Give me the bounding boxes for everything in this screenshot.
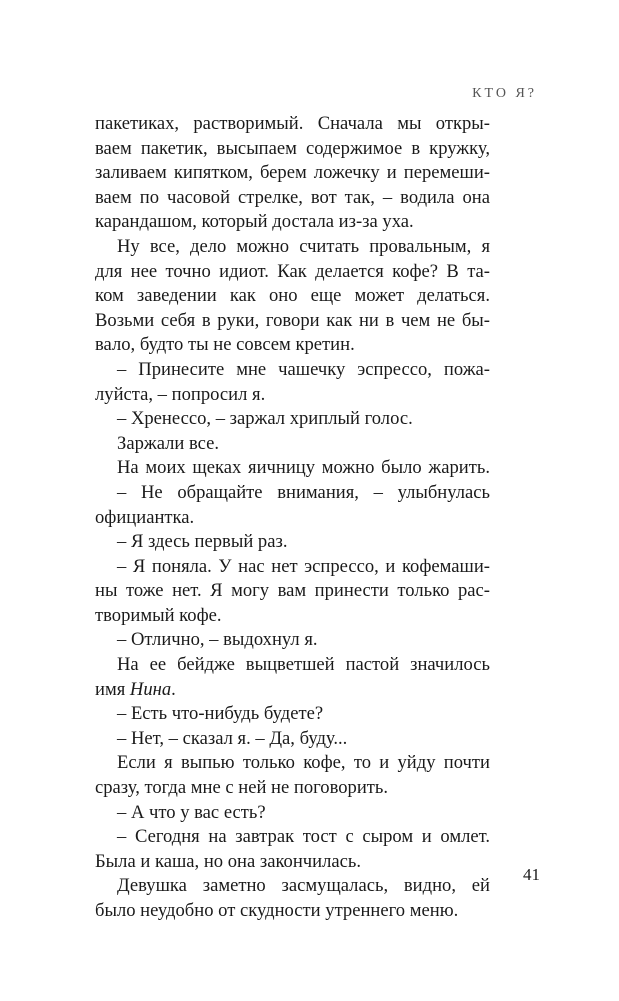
text-line: – Нет, – сказал я. – Да, буду... — [117, 727, 348, 749]
text-line: пакетиках, растворимый. Сначала мы откры- — [95, 113, 490, 134]
text-line: – Отлично, – выдохнул я. — [117, 629, 318, 651]
text-line: ваем по часовой стрелке, вот так, – водила она — [95, 186, 490, 208]
text-line: – Я поняла. У нас нет эспрессо, и кофемаши- — [117, 555, 490, 577]
text-line — [95, 678, 490, 703]
text-line: – Есть что-нибудь будете? — [117, 703, 324, 725]
running-header: КТО Я? — [472, 86, 537, 101]
text-fragment: . — [171, 678, 176, 700]
text-line: Заржали все. — [117, 432, 220, 454]
text-line: карандашом, который достала из-за уха. — [95, 211, 414, 233]
text-line: На ее бейдже выцветшей пастой значилось — [117, 654, 490, 676]
name-italic: Нина — [129, 678, 172, 700]
body-text — [95, 112, 490, 924]
text-line: На моих щеках яичницу можно было жарить. — [117, 457, 490, 479]
text-line: – Сегодня на завтрак тост с сыром и омлет. — [117, 826, 490, 848]
text-line: Была и каша, но она закончилась. — [95, 850, 362, 872]
text-line: вало, будто ты не совсем кретин. — [95, 334, 355, 356]
text-line: творимый кофе. — [95, 604, 222, 626]
text-line: луйста, – попросил я. — [95, 383, 266, 405]
text-line: – А что у вас есть? — [117, 801, 266, 823]
text-line: ком заведении как оно еще может делаться. — [95, 285, 490, 307]
text-line: Если я выпью только кофе, то и уйду почти — [117, 752, 490, 774]
text-line: сразу, тогда мне с ней не поговорить. — [95, 777, 389, 799]
text-line: заливаем кипятком, берем ложечку и перемеши- — [95, 162, 490, 184]
text-line: – Я здесь первый раз. — [117, 531, 288, 553]
text-line: – Хренессо, – заржал хриплый голос. — [117, 408, 413, 430]
text-line: ваем пакетик, высыпаем содержимое в кружку, — [95, 137, 490, 159]
text-line: ны тоже нет. Я могу вам принести только рас- — [95, 580, 490, 602]
text-line: – Не обращайте внимания, – улыбнулась — [117, 481, 490, 503]
text-line: официантка. — [95, 506, 195, 528]
text-line: для нее точно идиот. Как делается кофе? В та- — [95, 260, 490, 282]
text-line: – Принесите мне чашечку эспрессо, пожа- — [117, 358, 490, 380]
text-fragment: имя — [95, 678, 130, 700]
text-line: Возьми себя в руки, говори как ни в чем не бы- — [95, 309, 490, 331]
text-line: было неудобно от скудности утреннего меню. — [95, 900, 459, 921]
text-line: Девушка заметно засмущалась, видно, ей — [117, 875, 490, 897]
page-number: 41 — [523, 865, 540, 884]
text-line: Ну все, дело можно считать провальным, я — [117, 235, 490, 257]
